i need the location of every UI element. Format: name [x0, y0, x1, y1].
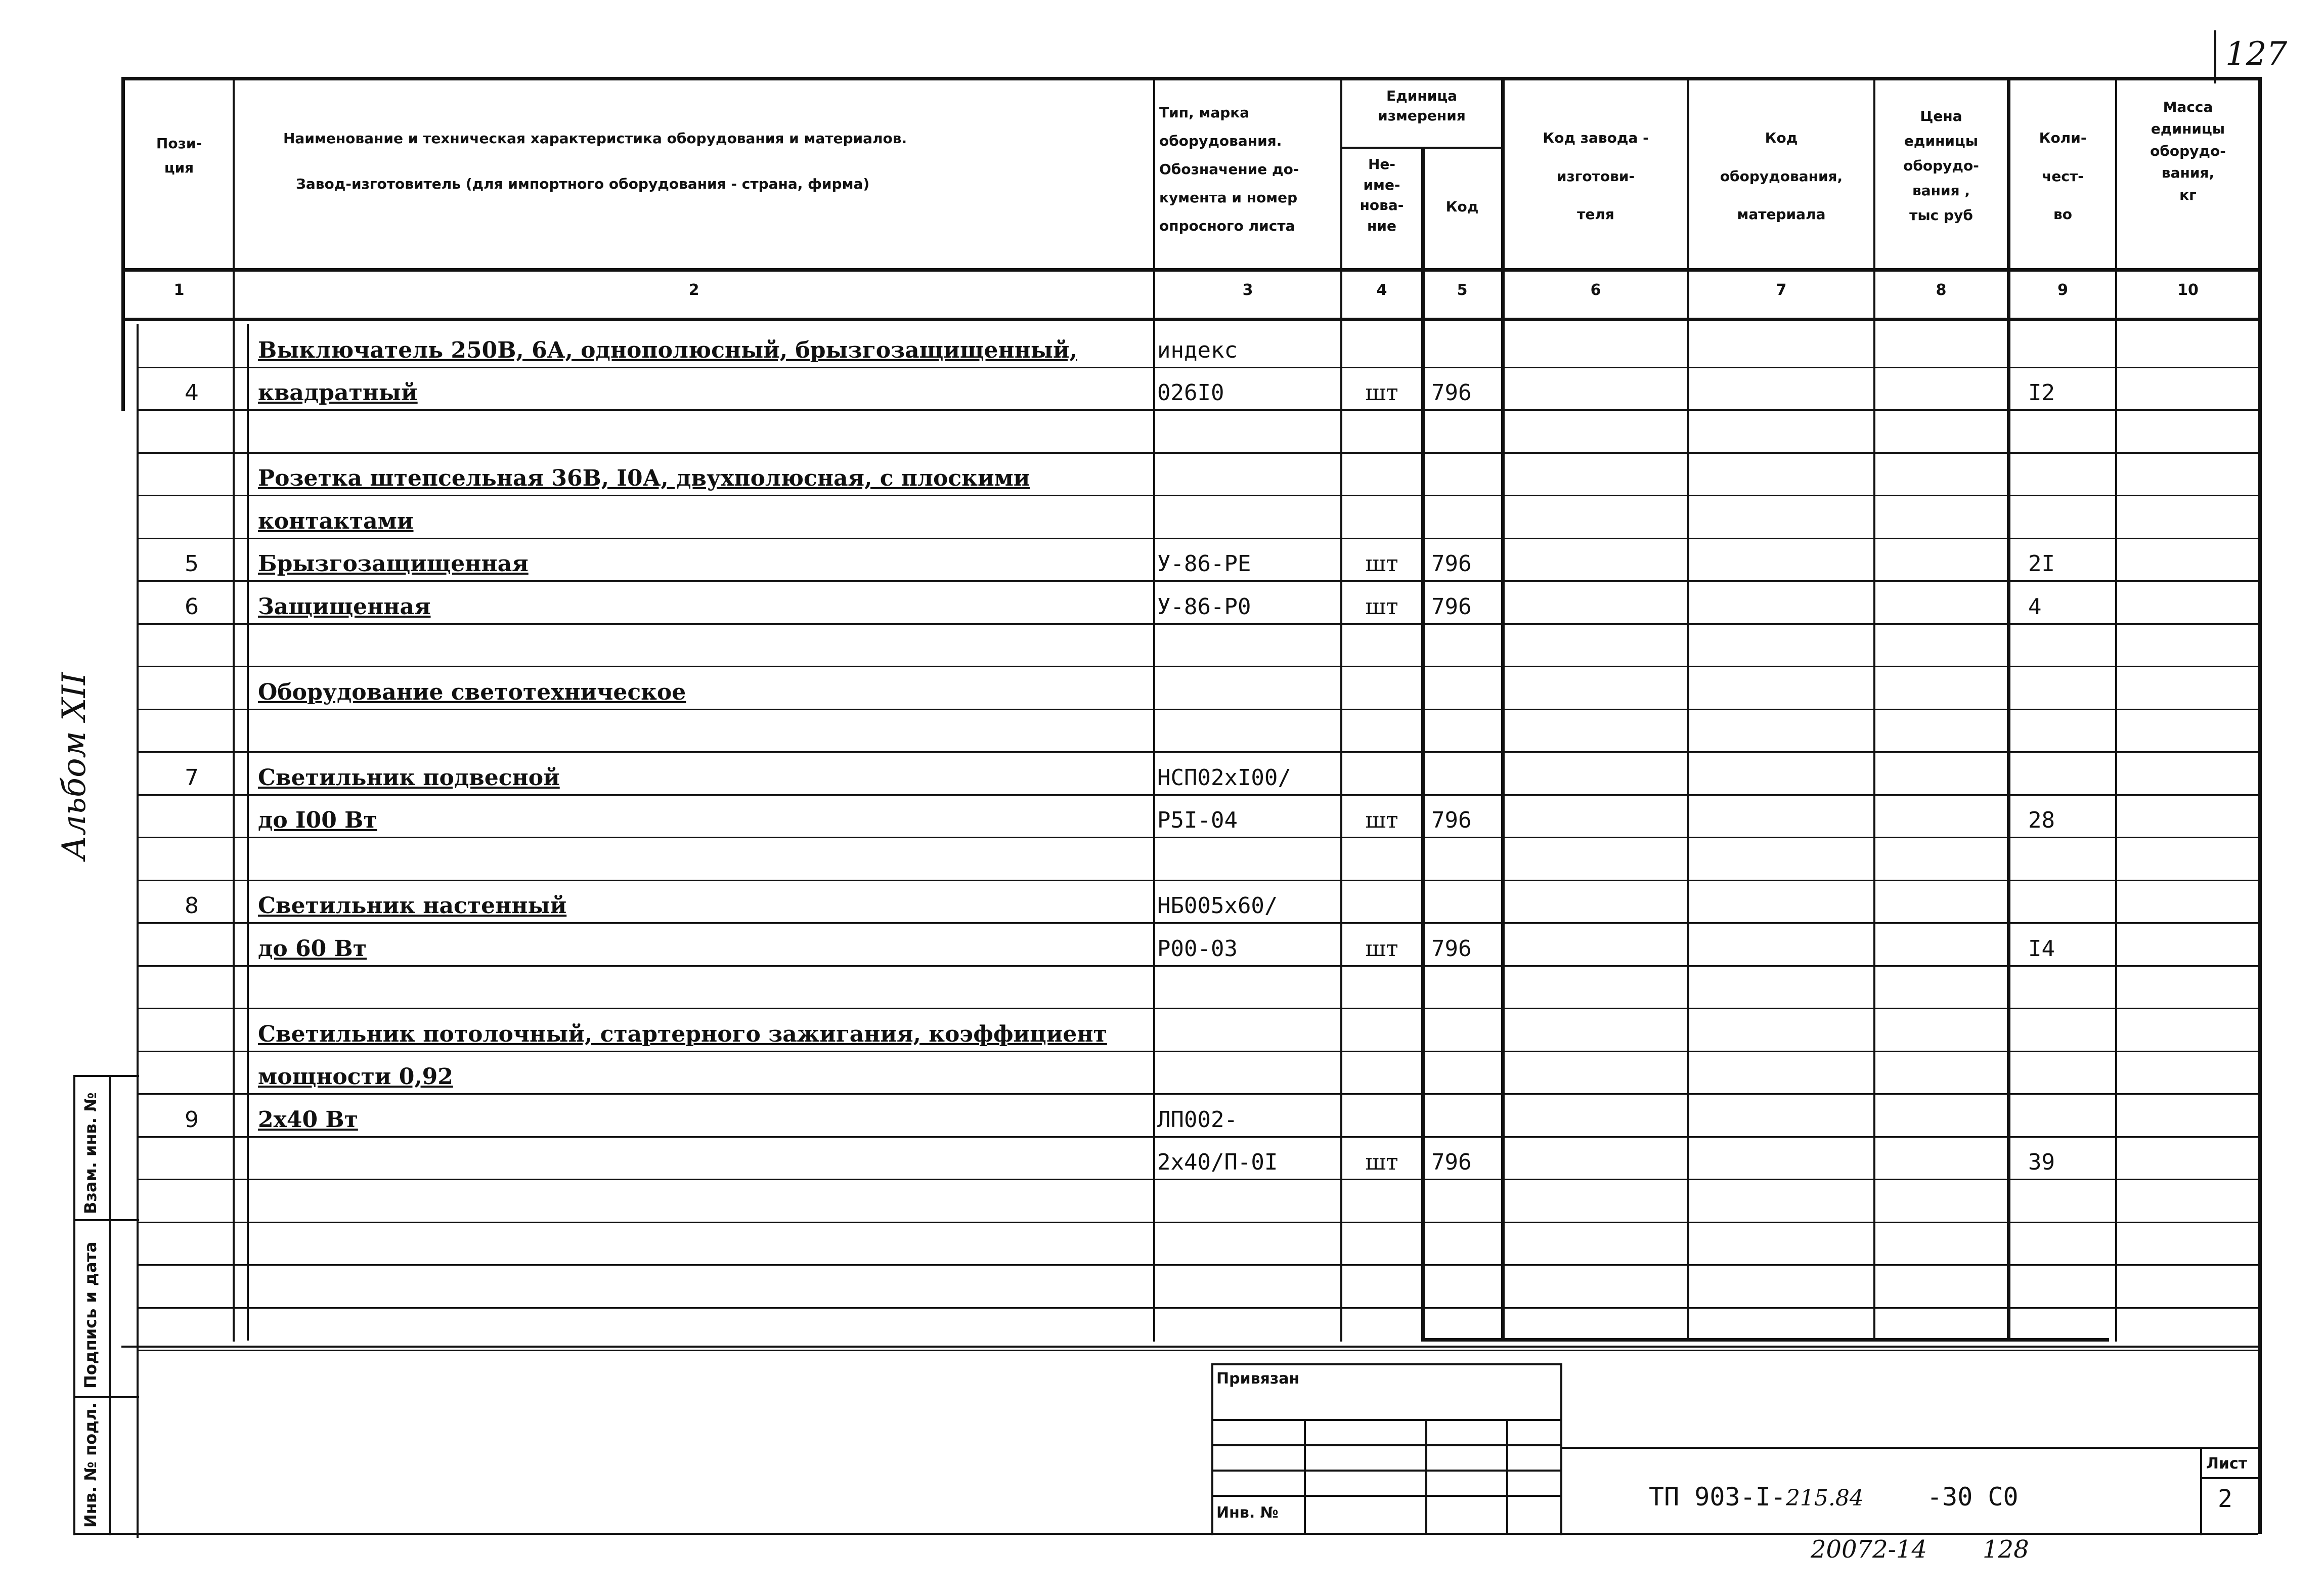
table-row [0, 1051, 2324, 1094]
row-type: Р5I-04 [1157, 807, 1238, 833]
row-name: 2х40 Вт [258, 1106, 358, 1133]
row-quantity: 39 [2028, 1149, 2055, 1175]
table-row [0, 709, 2324, 752]
row-type: Р00-03 [1157, 935, 1238, 962]
row-name: Защищенная [258, 593, 431, 620]
table-row [0, 1179, 2324, 1222]
header-unit-code: Код [1445, 198, 1479, 215]
table-row [0, 794, 2324, 837]
row-name: Брызгозащищенная [258, 551, 529, 577]
row-name: до I00 Вт [258, 807, 377, 833]
row-type: У-86-РЕ [1157, 551, 1251, 577]
row-quantity: 28 [2028, 807, 2055, 833]
row-unit-code: 796 [1431, 551, 1472, 577]
title-inv-no: Инв. № [1216, 1504, 1279, 1522]
page-number-divider [2214, 30, 2216, 83]
header-factory-code: Код завода - изготови- теля [1543, 130, 1649, 223]
stamp-vzam-inv: Взам. инв. № [81, 1092, 100, 1214]
header-quantity: Коли- чест- во [2039, 130, 2087, 223]
col-num-8: 8 [1936, 281, 1947, 299]
row-unit: шт [1365, 593, 1398, 620]
row-unit-code: 796 [1431, 807, 1472, 833]
page-number-top: 127 [2225, 35, 2288, 73]
table-row [0, 409, 2324, 452]
row-unit-code: 796 [1431, 593, 1472, 620]
header-type: Тип, марка оборудования. Обозначение до- кумента и номер опросного листа [1159, 104, 1299, 234]
table-row [0, 1222, 2324, 1265]
table-row [0, 324, 2324, 367]
row-name: Светильник потолочный, стартерного зажигания, коэффициент [258, 1021, 1107, 1047]
table-row [0, 1008, 2324, 1051]
row-quantity: I4 [2028, 935, 2055, 962]
document-suffix: -30 С0 [1927, 1482, 2019, 1512]
header-name-line1: Наименование и техническая характеристика оборудования и материалов. [283, 130, 907, 147]
table-row [0, 367, 2324, 410]
col-num-9: 9 [2057, 281, 2068, 299]
table-row [0, 922, 2324, 965]
table-row [0, 452, 2324, 495]
table-row [0, 1307, 2324, 1350]
col-num-1: 1 [173, 281, 185, 299]
header-position: Пози- ция [156, 135, 202, 176]
album-label: Альбом XII [56, 672, 93, 860]
row-position: 5 [185, 551, 199, 577]
col-num-3: 3 [1242, 281, 1253, 299]
row-divider [137, 1350, 2258, 1351]
row-unit-code: 796 [1431, 935, 1472, 962]
row-unit-code: 796 [1431, 380, 1472, 406]
row-unit: шт [1365, 1149, 1398, 1175]
row-unit: шт [1365, 551, 1398, 577]
bottom-note-left: 20072-14 [1811, 1535, 1927, 1564]
table-row [0, 623, 2324, 666]
col-num-10: 10 [2177, 281, 2199, 299]
document-code [1649, 1482, 1864, 1512]
row-name: квадратный [258, 380, 418, 406]
row-quantity: 4 [2028, 593, 2042, 620]
row-type: индекс [1157, 337, 1238, 363]
col-num-4: 4 [1376, 281, 1387, 299]
header-unit-name: Не- име- нова- ние [1360, 156, 1404, 234]
row-name: Светильник настенный [258, 893, 567, 919]
row-unit: шт [1365, 935, 1398, 962]
row-name: мощности 0,92 [258, 1064, 453, 1090]
table-row [0, 837, 2324, 880]
col-num-2: 2 [688, 281, 699, 299]
stamp-podpis-data: Подпись и дата [81, 1241, 100, 1389]
table-row [0, 666, 2324, 709]
row-type: 026I0 [1157, 380, 1224, 406]
row-quantity: I2 [2028, 380, 2055, 406]
row-name: Светильник подвесной [258, 764, 560, 791]
row-position: 9 [185, 1106, 199, 1133]
row-type: НБ005х60/ [1157, 893, 1278, 919]
sheet-label: Лист [2206, 1455, 2248, 1473]
col-num-6: 6 [1590, 281, 1601, 299]
table-row [0, 1136, 2324, 1179]
row-quantity: 2I [2028, 551, 2055, 577]
table-row [0, 965, 2324, 1008]
document-code-prefix: ТП 903-I- [1649, 1482, 1786, 1512]
row-position: 4 [185, 380, 199, 406]
row-name: до 60 Вт [258, 935, 367, 962]
row-type: НСП02хI00/ [1157, 764, 1291, 791]
header-equipment-code: Код оборудования, материала [1720, 130, 1843, 223]
header-unit-price: Цена единицы оборудо- вания , тыс руб [1903, 108, 1979, 224]
row-position: 6 [185, 593, 199, 620]
header-name-line2: Завод-изготовитель (для импортного оборудования - страна, фирма) [296, 176, 870, 192]
table-row [0, 538, 2324, 581]
row-position: 7 [185, 764, 199, 791]
header-unit-group: Единица измерения [1378, 88, 1466, 124]
row-position: 8 [185, 893, 199, 919]
table-row [0, 880, 2324, 923]
header-unit-mass: Масса единицы оборудо- вания, кг [2150, 99, 2226, 203]
col-num-7: 7 [1776, 281, 1787, 299]
table-row [0, 751, 2324, 794]
table-row [0, 495, 2324, 538]
table-row [0, 1264, 2324, 1307]
stamp-inv-podl: Инв. № подл. [81, 1402, 100, 1528]
row-unit: шт [1365, 380, 1398, 406]
sheet-number: 2 [2218, 1485, 2232, 1513]
row-name: Оборудование светотехническое [258, 679, 686, 705]
table-row [0, 580, 2324, 623]
row-name: Розетка штепсельная 36В, I0А, двухполюсная, с плоскими [258, 465, 1030, 491]
row-unit: шт [1365, 807, 1398, 833]
row-name: Выключатель 250В, 6А, однополюсный, брызгозащищенный, [258, 337, 1077, 363]
col-num-5: 5 [1457, 281, 1468, 299]
row-unit-code: 796 [1431, 1149, 1472, 1175]
bottom-note-right: 128 [1983, 1535, 2029, 1564]
row-type: 2х40/П-0I [1157, 1149, 1278, 1175]
row-name: контактами [258, 508, 414, 534]
table-row [0, 1093, 2324, 1136]
document-code-handwritten: 215.84 [1785, 1485, 1864, 1511]
title-privyazan: Привязан [1216, 1370, 1300, 1388]
row-type: ЛП002- [1157, 1106, 1238, 1133]
row-type: У-86-Р0 [1157, 593, 1251, 620]
